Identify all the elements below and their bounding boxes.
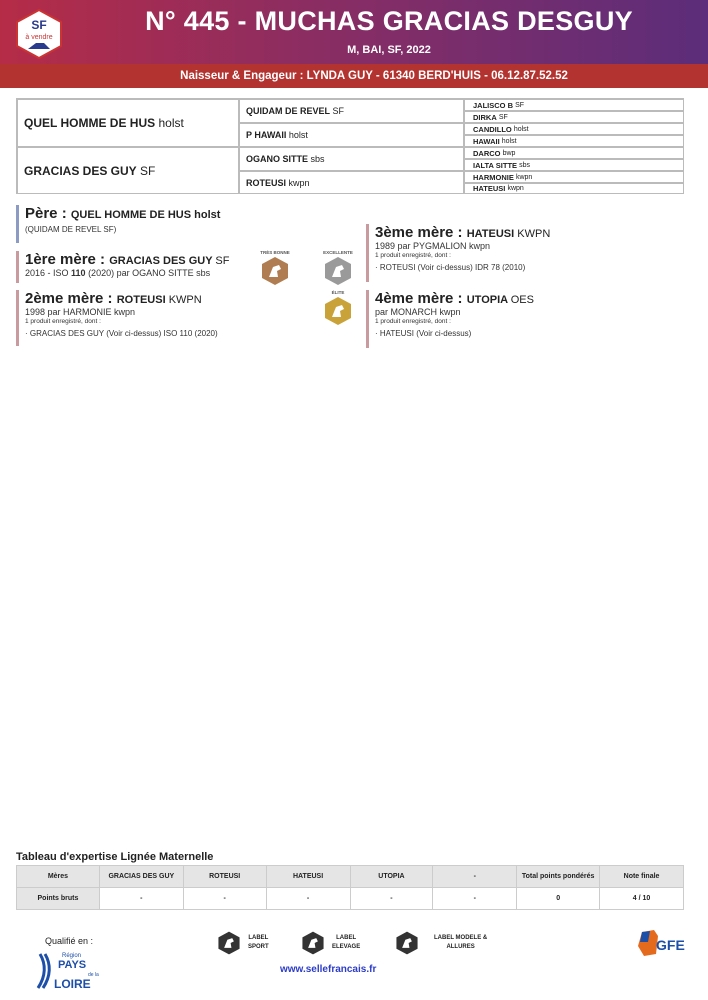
horse-head-icon: [322, 255, 354, 287]
horse-head-icon: [394, 930, 420, 956]
pedigree-gen2: OGANO SITTE sbs: [239, 147, 464, 171]
expertise-table: [16, 865, 684, 910]
expertise-header-cell: UTOPIA: [350, 866, 433, 888]
label-sport: LABEL SPORT: [216, 930, 306, 960]
header-banner: [0, 0, 708, 64]
pedigree-gen3: IALTA SITTE sbs: [464, 159, 684, 171]
second-dam-block: 2ème mère : ROTEUSI KWPN 1998 par HARMONIE kwpn 1 produit enregistré, dont : · GRACIAS DES GUY (Voir ci-dessus) ISO 110 (2020): [16, 290, 218, 346]
expertise-cell: -: [183, 888, 266, 910]
pedigree-gen3: HATEUSI kwpn: [464, 183, 684, 194]
pedigree-gen2: QUIDAM DE REVEL SF: [239, 99, 464, 123]
expertise-header-cell: -: [433, 866, 517, 888]
pedigree-sire: QUEL HOMME DE HUS holst: [17, 99, 239, 147]
website-link[interactable]: www.sellefrancais.fr: [280, 964, 377, 975]
expertise-cell: 4 / 10: [600, 888, 684, 910]
first-dam-block: 1ère mère : GRACIAS DES GUY SF 2016 - ISO 110 (2020) par OGANO SITTE sbs: [16, 251, 229, 283]
breeder-banner: Naisseur & Engageur : LYNDA GUY - 61340 BERD'HUIS - 06.12.87.52.52: [0, 64, 708, 88]
expertise-header-cell: Mères: [17, 866, 100, 888]
pedigree-gen3: DARCO bwp: [464, 147, 684, 159]
pedigree-table: [16, 98, 684, 194]
pedigree-gen2: P HAWAII holst: [239, 123, 464, 147]
label-tres-bonne-badge: TRÈS BONNE: [259, 250, 291, 292]
horse-head-icon: [322, 295, 354, 327]
page-title: N° 445 - MUCHAS GRACIAS DESGUY: [145, 6, 633, 36]
expertise-cell: -: [266, 888, 350, 910]
qualifie-label: Qualifié en :: [45, 936, 94, 946]
horse-head-icon: [216, 930, 242, 956]
label-elite-badge: ÉLITE: [322, 290, 354, 332]
svg-text:PAYS: PAYS: [58, 959, 87, 971]
horse-head-icon: [259, 255, 291, 287]
expertise-cell: Points bruts: [17, 888, 100, 910]
expertise-title: Tableau d'expertise Lignée Maternelle: [16, 851, 214, 863]
third-dam-block: 3ème mère : HATEUSI KWPN 1989 par PYGMALION kwpn 1 produit enregistré, dont : · ROTEUSI (Voir ci-dessus) IDR 78 (2010): [366, 224, 550, 282]
sf-a-vendre-logo: [14, 9, 64, 59]
svg-text:à vendre: à vendre: [25, 34, 53, 41]
expertise-cell: 0: [517, 888, 600, 910]
expertise-header-cell: HATEUSI: [266, 866, 350, 888]
svg-text:SF: SF: [31, 18, 47, 32]
expertise-cell: -: [433, 888, 517, 910]
label-excellente-badge: EXCELLENTE: [322, 250, 354, 292]
horse-head-icon: [300, 930, 326, 956]
label-modele-allures: LABEL MODELE & ALLURES: [394, 930, 504, 960]
expertise-cell: -: [99, 888, 183, 910]
expertise-header-cell: ROTEUSI: [183, 866, 266, 888]
expertise-header-cell: Total points pondérés: [517, 866, 600, 888]
pedigree-dam: GRACIAS DES GUY SF: [17, 147, 239, 194]
svg-text:LOIRE: LOIRE: [54, 977, 91, 990]
svg-text:GFE: GFE: [656, 937, 685, 953]
expertise-header-cell: Note finale: [600, 866, 684, 888]
pedigree-gen3: DIRKA SF: [464, 111, 684, 123]
expertise-header-row: [17, 866, 684, 888]
svg-text:de la: de la: [88, 972, 99, 978]
label-elevage: LABEL ELEVAGE: [300, 930, 390, 960]
svg-text:Région: Région: [62, 953, 82, 959]
pedigree-gen3: CANDILLO holst: [464, 123, 684, 135]
pedigree-gen3: HAWAII holst: [464, 135, 684, 147]
expertise-header-cell: GRACIAS DES GUY: [99, 866, 183, 888]
region-pays-de-la-loire-logo: [36, 950, 106, 990]
horse-subtitle: M, BAI, SF, 2022: [347, 44, 431, 56]
pedigree-gen3: HARMONIE kwpn: [464, 171, 684, 183]
pedigree-gen3: JALISCO B SF: [464, 99, 684, 111]
fourth-dam-block: 4ème mère : UTOPIA OES par MONARCH kwpn 1 produit enregistré, dont : · HATEUSI (Voir ci-dessus): [366, 290, 534, 348]
pedigree-gen2: ROTEUSI kwpn: [239, 171, 464, 194]
expertise-data-row: [17, 888, 684, 910]
gfe-logo: [636, 928, 692, 958]
sire-block: Père : QUEL HOMME DE HUS holst (QUIDAM DE REVEL SF): [16, 205, 220, 243]
expertise-cell: -: [350, 888, 433, 910]
